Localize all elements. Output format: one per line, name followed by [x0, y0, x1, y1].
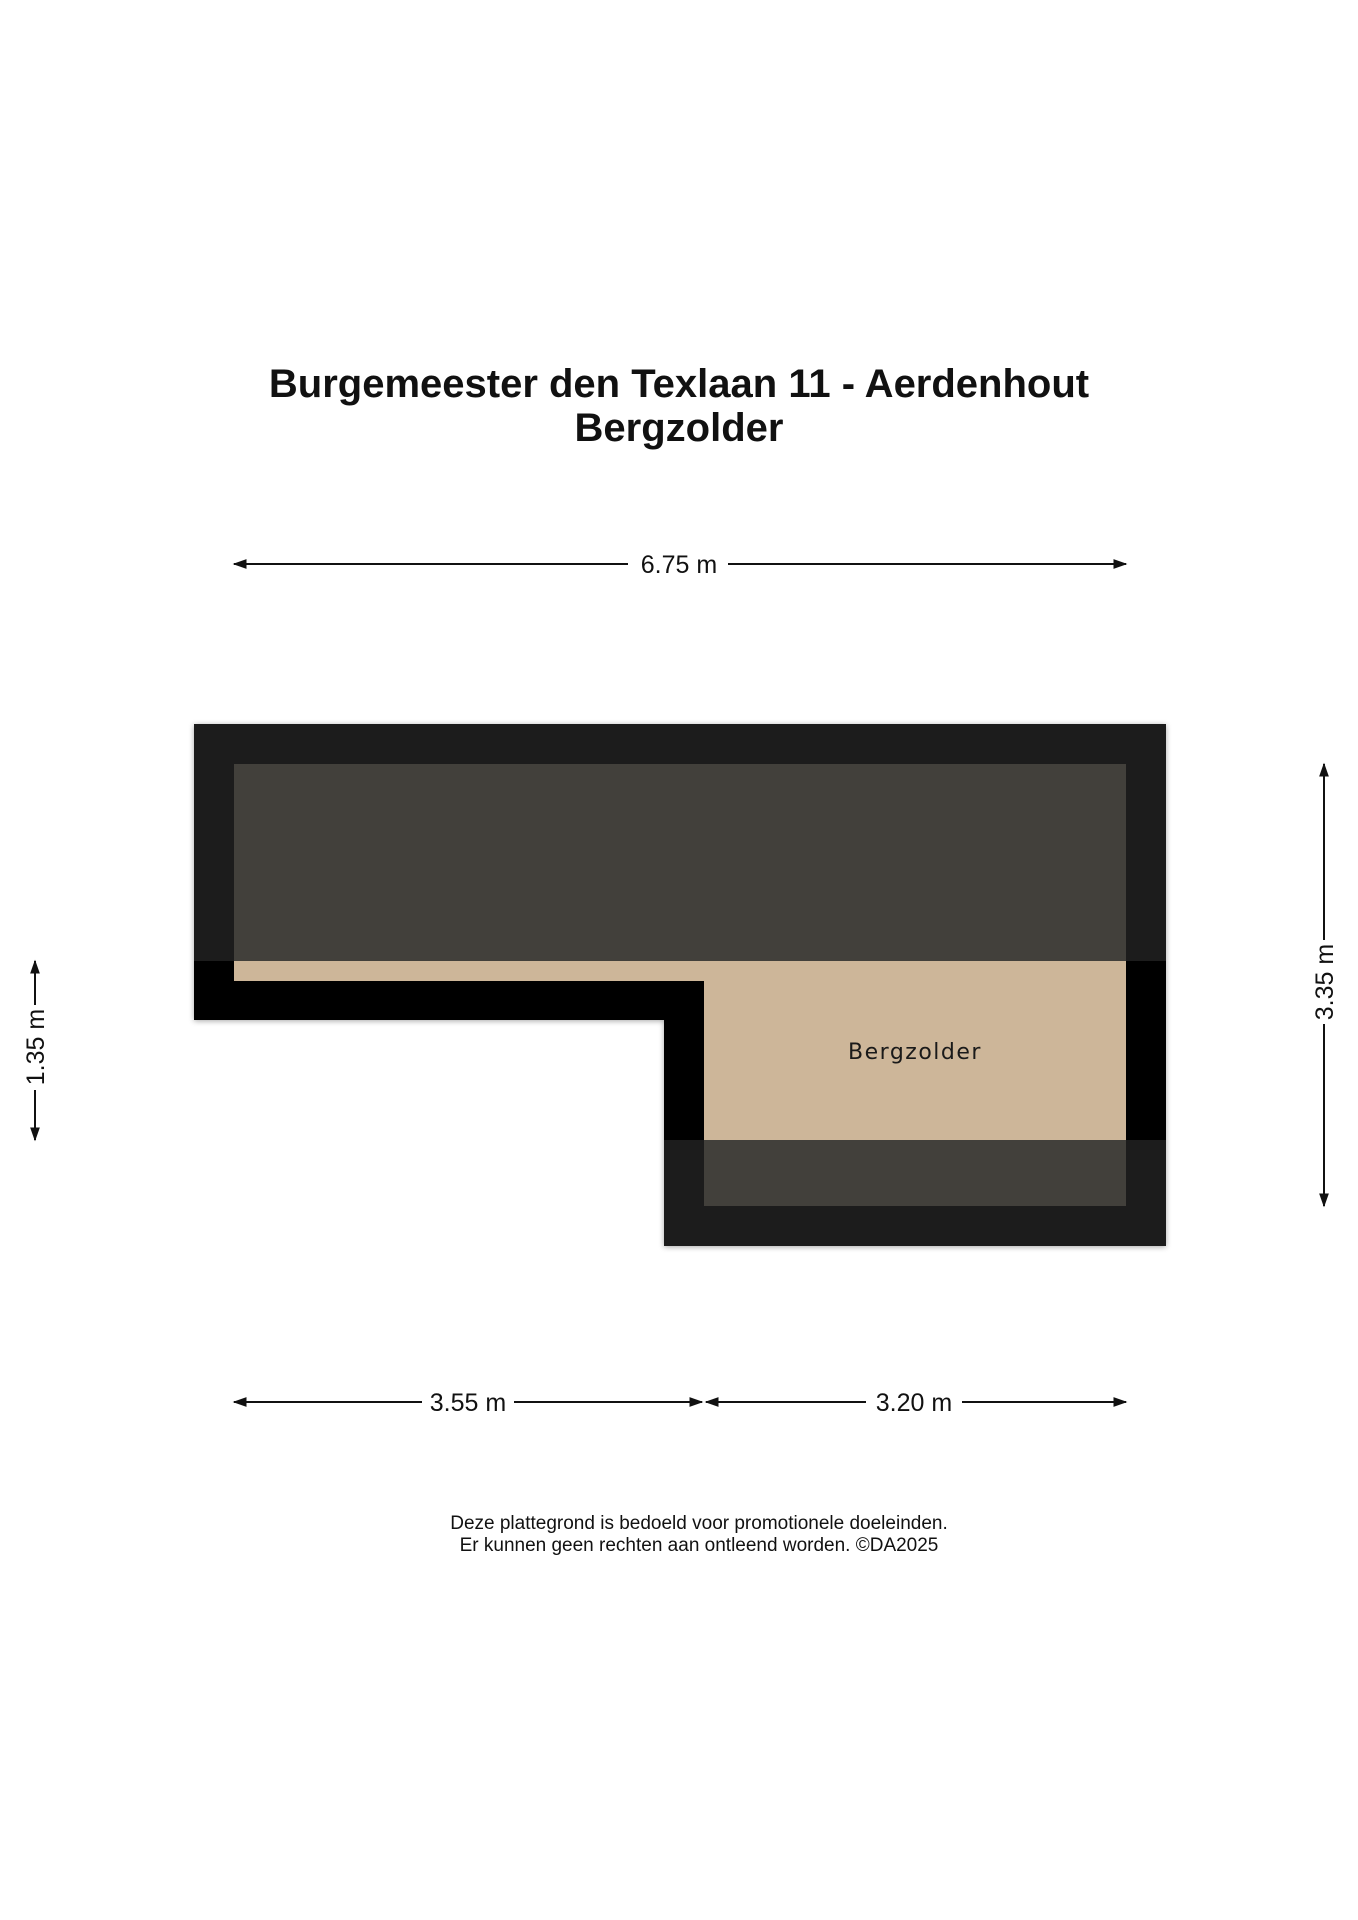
dimension-right-height: [1311, 764, 1339, 1206]
address-title: Burgemeester den Texlaan 11 - Aerdenhout: [268, 362, 1090, 406]
disclaimer-line-2: Er kunnen geen rechten aan ontleend worden. ©DA2025: [459, 1535, 939, 1556]
disclaimer-line-1: Deze plattegrond is bedoeld voor promotionele doeleinden.: [450, 1513, 948, 1534]
dimension-left-height: [22, 961, 50, 1140]
low-ceiling-bottom: [704, 1140, 1126, 1206]
room-label-bergzolder: Bergzolder: [848, 1040, 982, 1065]
dimension-top-width: [234, 551, 1126, 579]
wall-lower-right: [1126, 1140, 1166, 1206]
wall-dark-right: [1126, 961, 1166, 1140]
dimension-label-right: 3.35 m: [1311, 943, 1339, 1021]
dimension-label-left: 1.35 m: [22, 1008, 50, 1086]
wall-dark-left: [194, 961, 234, 1020]
dimension-label-bottom-left: 3.55 m: [429, 1389, 507, 1417]
floor-title: Bergzolder: [574, 406, 784, 450]
dimension-label-top: 6.75 m: [640, 551, 718, 579]
wall-lower-left: [664, 1140, 704, 1206]
dimension-label-bottom-right: 3.20 m: [875, 1389, 953, 1417]
wall-dark-bottom: [234, 981, 704, 1020]
dimension-bottom: [234, 1389, 1126, 1417]
disclaimer: [0, 1513, 1358, 1557]
floor-outline: [194, 724, 1166, 1246]
low-ceiling-top: [234, 764, 1126, 961]
